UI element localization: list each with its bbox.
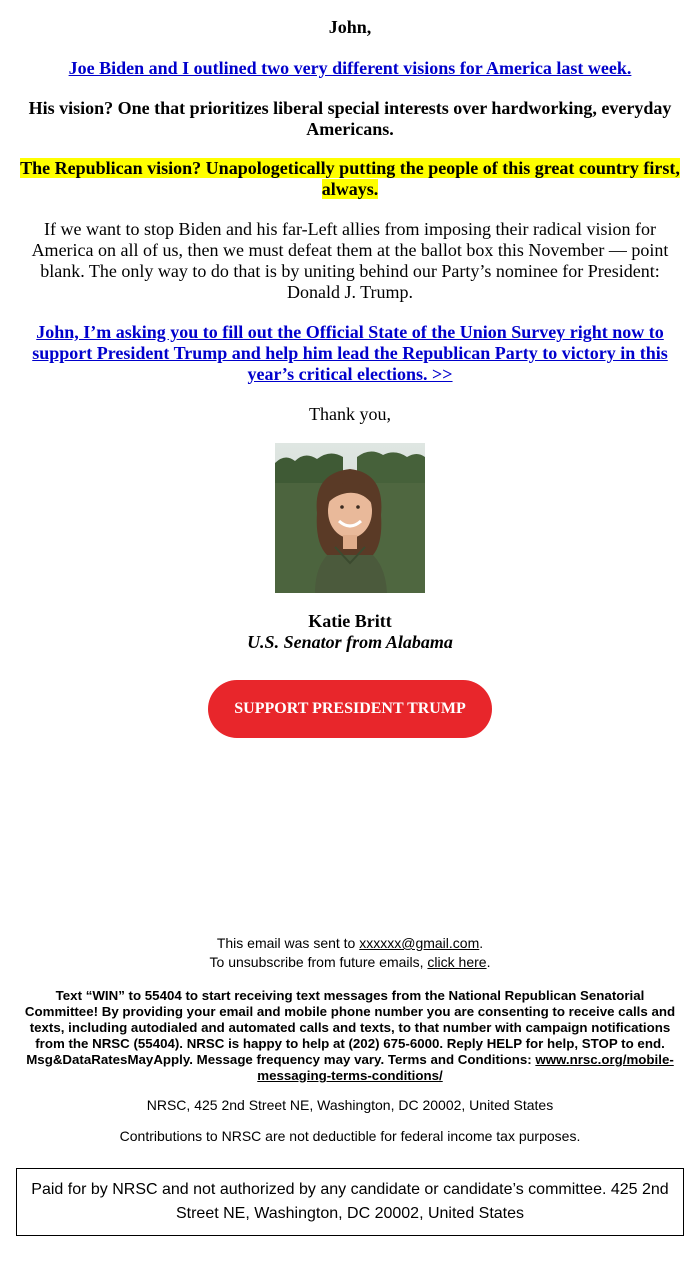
support-trump-button[interactable]: SUPPORT PRESIDENT TRUMP >> [208, 680, 492, 738]
visions-link[interactable]: Joe Biden and I outlined two very different visions for America last week. [68, 58, 632, 78]
email-body [15, 16, 685, 776]
senator-photo [15, 443, 685, 593]
unsub-prefix: To unsubscribe from future emails, [209, 954, 428, 970]
greeting: John, [328, 17, 372, 37]
survey-link[interactable]: John, I’m asking you to fill out the Official State of the Union Survey right now to support President Trump and help him lead the Republican Party to victory in this year’s critical elections. >> [32, 322, 668, 384]
recipient-email-link[interactable]: xxxxxx@gmail.com [359, 935, 480, 951]
paid-for-box: Paid for by NRSC and not authorized by any candidate or candidate’s committee. 425 2nd Street NE, Washington, DC 20002, United States [16, 1168, 684, 1236]
address-text: NRSC, 425 2nd Street NE, Washington, DC 20002, United States [146, 1097, 554, 1113]
sms-terms-link[interactable]: www.nrsc.org/mobile-messaging-terms-conditions/ [257, 1052, 674, 1083]
sent-line [15, 934, 685, 953]
unsubscribe-link[interactable]: click here [427, 954, 487, 970]
republican-vision-highlight: The Republican vision? Unapologetically putting the people of this great country first, always. [20, 158, 680, 199]
sms-disclaimer [15, 988, 685, 1084]
sms-text: Text “WIN” to 55404 to start receiving text messages from the National Republican Senatorial Committee! By providing your email and mobile phone number you are consenting to receive calls and texts, including autodialed and automated calls and texts, to that number with campaign notifications from the NRSC (55404). NRSC is happy to help at (202) 675-6000. Reply HELP for help, STOP to end. Msg&DataRatesMayApply. Message frequency may vary. Terms and Conditions: [24, 988, 676, 1067]
visions-paragraph [15, 58, 685, 79]
unsubscribe-line [15, 953, 685, 972]
thanks-text: Thank you, [309, 404, 391, 424]
unsub-suffix: . [486, 954, 491, 970]
footer [15, 934, 685, 1146]
sent-suffix: . [479, 935, 484, 951]
sent-prefix: This email was sent to [216, 935, 360, 951]
tax-note: Contributions to NRSC are not deductible for federal income tax purposes. [119, 1128, 581, 1144]
signature-title: U.S. Senator from Alabama [247, 632, 453, 652]
republican-vision-paragraph [15, 158, 685, 200]
cta-wrapper [15, 680, 685, 776]
survey-paragraph [15, 322, 685, 385]
his-vision-text: His vision? One that prioritizes liberal special interests over hardworking, everyday Americans. [28, 98, 672, 139]
paid-for-box-wrapper [16, 1168, 684, 1236]
body-paragraph: If we want to stop Biden and his far-Left allies from imposing their radical vision for America on all of us, then we must defeat them at the ballot box this November — point blank. The only way to do that is by uniting behind our Party’s nominee for President: Donald J. Trump. [31, 219, 669, 302]
portrait-image [275, 443, 425, 593]
signature-name: Katie Britt [308, 611, 392, 631]
